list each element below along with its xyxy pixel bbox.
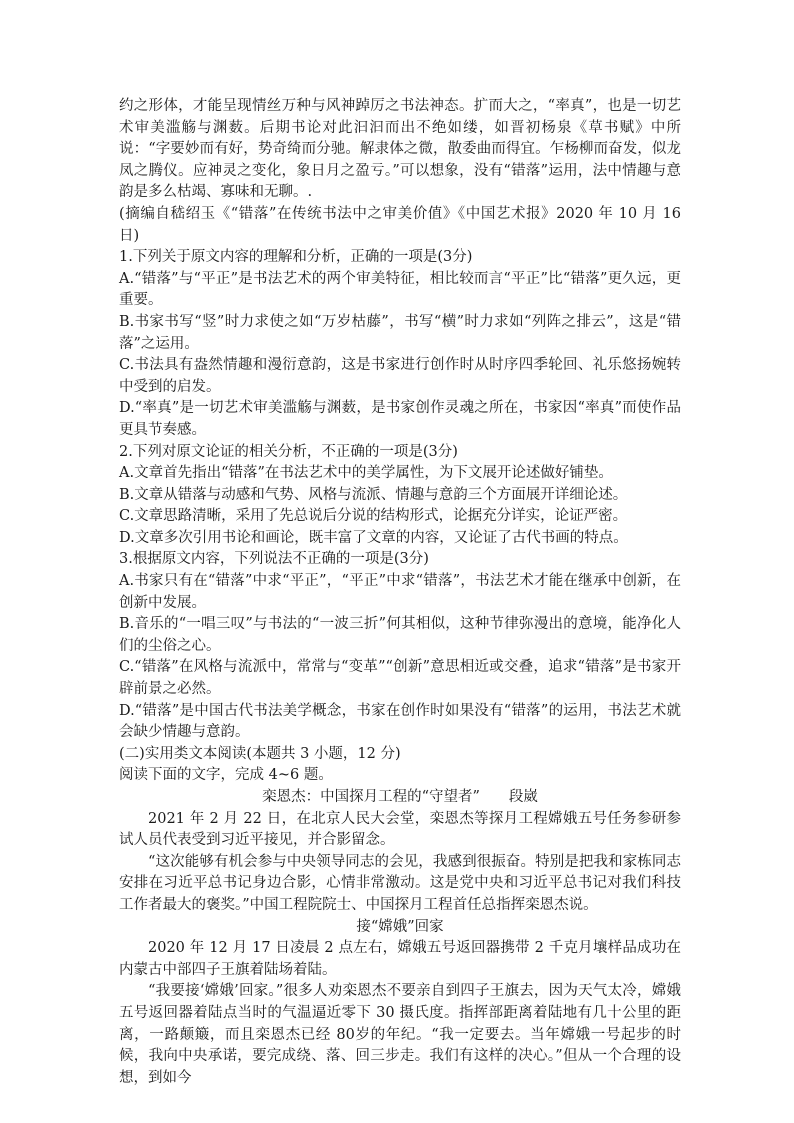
article-paragraph: 2021 年 2 月 22 日，在北京人民大会堂，栾恩杰等探月工程嫦娥五号任务参研参试人员代表受到习近平接见，并合影留念。 (119, 810, 681, 849)
option-b: B.音乐的“一唱三叹”与书法的“一波三折”何其相似，这种节律弥漫出的意境，能净化人们的尘俗之心。 (119, 616, 681, 654)
section-heading: (二)实用类文本阅读(本题共 3 小题，12 分) (119, 745, 401, 762)
article-title: 栾恩杰：中国探月工程的“守望者” (262, 789, 480, 805)
exam-page (119, 96, 681, 1089)
reading-instruction: 阅读下面的文字，完成 4~6 题。 (119, 767, 333, 784)
question-stem: 2.下列对原文论证的相关分析，不正确的一项是(3分) (119, 443, 458, 460)
article-subheading: 接“嫦娥”回家 (356, 918, 444, 935)
question-stem: 3.根据原文内容，下列说法不正确的一项是(3分) (119, 551, 429, 568)
passage-end-paragraph: 约之形体，才能呈现情丝万种与风神踔厉之书法神态。扩而大之，“率真”，也是一切艺术审美滥觞与渊薮。后期书论对此汩汩而出不绝如缕，如晋初杨泉《草书赋》中所说：“字要妙而有好，势奇绮而分驰。解隶体之微，散委曲而得宜。乍杨柳而奋发，似龙凤之腾仪。应神灵之变化，象日月之盈亏。”可以想象，没有“错落”运用，法中情趣与意韵是多么枯竭、寡味和无聊。. (119, 98, 681, 201)
option-b: B.文章从错落与动感和气势、风格与流派、情趣与意韵三个方面展开详细论述。 (119, 486, 628, 503)
option-c: C.文章思路清晰，采用了先总说后分说的结构形式，论据充分详实，论证严密。 (119, 508, 628, 525)
option-a: A.“错落”与“平正”是书法艺术的两个审美特征，相比较而言“平正”比“错落”更久远，更重要。 (119, 270, 681, 309)
option-d: D.“错落”是中国古代书法美学概念，书家在创作时如果没有“错落”的运用，书法艺术就会缺少情趣与意韵。 (119, 702, 681, 741)
option-b: B.书家书写“竖”时力求使之如“万岁枯藤”，书写“横”时力求如“列阵之排云”，这是“错落”之运用。 (119, 313, 681, 352)
article-paragraph: “这次能够有机会参与中央领导同志的会见，我感到很振奋。特别是把我和家栋同志安排在习近平总书记身边合影，心情非常激动。这是党中央和习近平总书记对我们科技工作者最大的褒奖。”中国工程院院士、中国探月工程首任总指挥栾恩杰说。 (119, 853, 681, 913)
option-a: A.书家只有在“错落”中求“平正”，“平正”中求“错落”，书法艺术才能在继承中创新，在创新中发展。 (119, 573, 681, 611)
option-c: C.“错落”在风格与流派中，常常与“变革”“创新”意思相近或交叠，追求“错落”是书家开辟前景之必然。 (119, 659, 681, 698)
question-2 (119, 442, 681, 550)
article-author: 段崴 (508, 789, 538, 805)
option-c: C.书法具有盎然情趣和漫衍意韵，这是书家进行创作时从时序四季轮回、礼乐悠扬婉转中受到的启发。 (119, 357, 681, 395)
article-title-line (119, 787, 681, 809)
article-paragraph: “我要接‘嫦娥’回家。”很多人劝栾恩杰不要亲自到四子王旗去，因为天气太冷，嫦娥五号返回器着陆点当时的气温逼近零下 30 摄氏度。指挥部距离着陆地有几十公里的距离，一路颠簸，而且栾恩杰已经 80岁的年纪。“我一定要去。当年嫦娥一号起步的时候，我向中央承诺，要完成绕、落、回三步走。我们有这样的决心。”但从一个合理的设想，到如今 (119, 983, 681, 1086)
article-paragraph: 2020 年 12 月 17 日凌晨 2 点左右，嫦娥五号返回器携带 2 千克月壤样品成功在内蒙古中部四子王旗着陆场着陆。 (119, 940, 681, 978)
option-d: D.文章多次引用书论和画论，既丰富了文章的内容，又论证了古代书画的特点。 (119, 529, 628, 546)
option-a: A.文章首先指出“错落”在书法艺术中的美学属性，为下文展开论述做好铺垫。 (119, 465, 613, 482)
question-1 (119, 247, 681, 441)
source-citation: (摘编自嵇绍玉《“错落”在传统书法中之审美价值》《中国艺术报》2020 年 10 月 16 日) (119, 205, 681, 244)
question-stem: 1.下列关于原文内容的理解和分析，正确的一项是(3分) (119, 249, 473, 266)
option-d: D.“率真”是一切艺术审美滥觞与渊薮，是书家创作灵魂之所在，书家因“率真”而使作品更具节奏感。 (119, 400, 681, 438)
question-3 (119, 549, 681, 743)
